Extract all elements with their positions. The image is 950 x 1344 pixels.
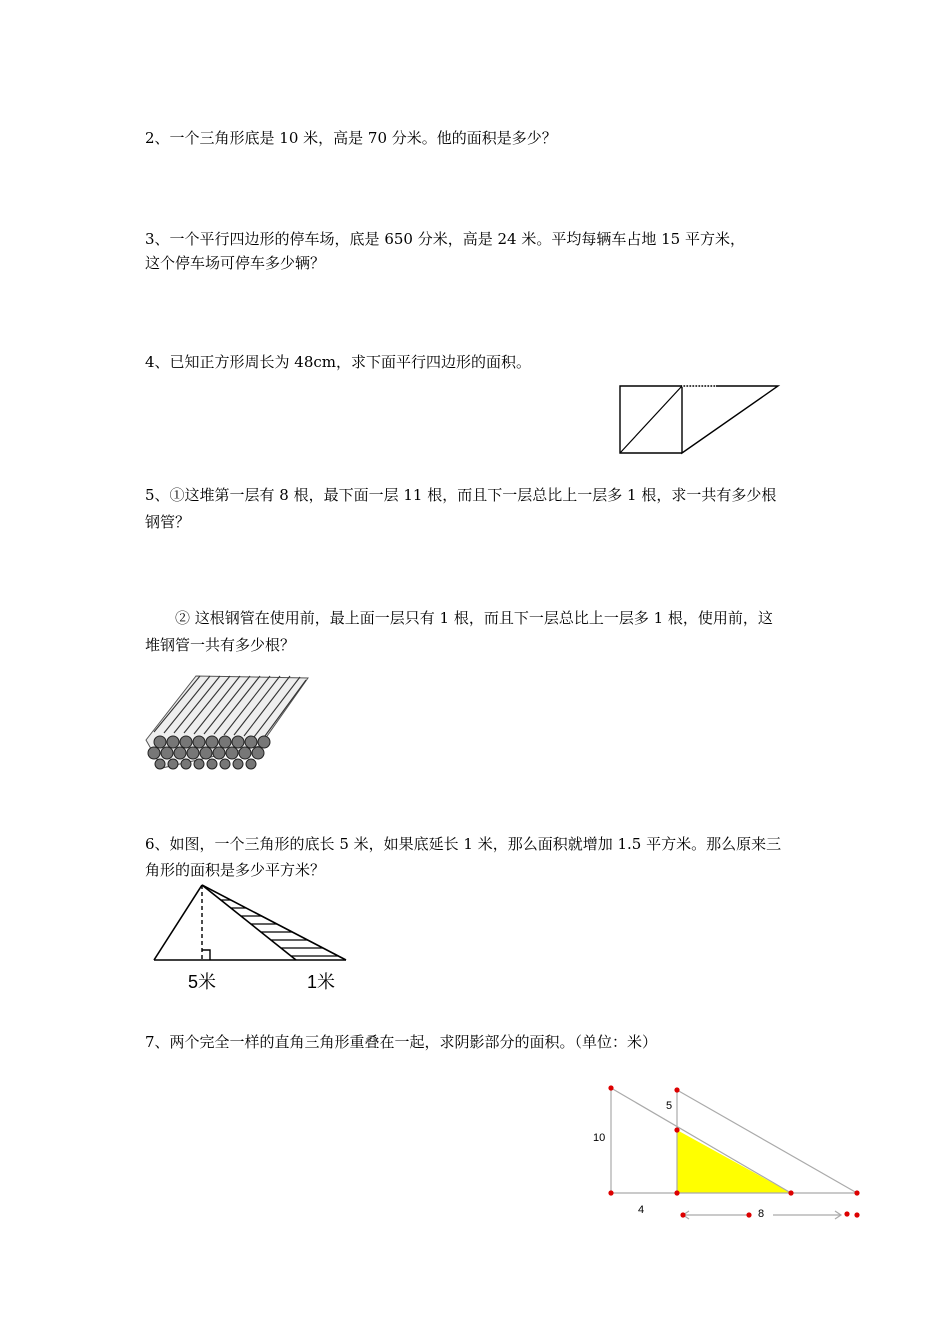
overlapping-right-triangles-figure — [585, 1078, 875, 1228]
extended-right-side — [202, 885, 346, 960]
square-diagonal — [620, 386, 682, 453]
question-3-line-2: 这个停车场可停车多少辆？ — [145, 254, 326, 272]
question-3-line-1: 3、一个平行四边形的停车场，底是 650 分米，高是 24 米。平均每辆车占地 15 平方米， — [145, 230, 745, 248]
steel-pipe-pile-image — [140, 658, 315, 773]
parallelogram-figure — [612, 380, 787, 460]
question-5b-line-2: 堆钢管一共有多少根？ — [145, 636, 296, 654]
label-5m: 5米 — [188, 972, 217, 992]
label-4: 4 — [638, 1204, 645, 1216]
question-5-line-1: 5、①这堆第一层有 8 根，最下面一层 11 根，而且下一层总比上一层多 1 根，求一共有多少根 — [145, 486, 777, 504]
label-8: 8 — [758, 1208, 765, 1220]
question-5-line-2: 钢管？ — [145, 513, 191, 531]
label-10: 10 — [593, 1132, 606, 1144]
question-6-line-1: 6、如图，一个三角形的底长 5 米，如果底延长 1 米，那么面积就增加 1.5 平方米。那么原来三 — [145, 835, 782, 853]
question-6-line-2: 角形的面积是多少平方米？ — [145, 861, 326, 879]
question-2: 2、一个三角形底是 10 米，高是 70 分米。他的面积是多少？ — [145, 129, 557, 147]
triangle-left-side — [154, 885, 202, 960]
label-1m: 1米 — [307, 972, 336, 992]
parallelogram-outline — [682, 386, 778, 453]
triangle-extension-figure — [150, 880, 360, 995]
right-angle-mark — [202, 950, 210, 960]
label-5: 5 — [666, 1100, 673, 1112]
question-5b-line-1: ② 这根钢管在使用前，最上面一层只有 1 根，而且下一层总比上一层多 1 根，使用前，这 — [175, 609, 773, 627]
question-4: 4、已知正方形周长为 48cm，求下面平行四边形的面积。 — [145, 353, 532, 371]
original-right-side — [202, 885, 296, 960]
question-7: 7、两个完全一样的直角三角形重叠在一起，求阴影部分的面积。（单位：米） — [145, 1033, 658, 1051]
